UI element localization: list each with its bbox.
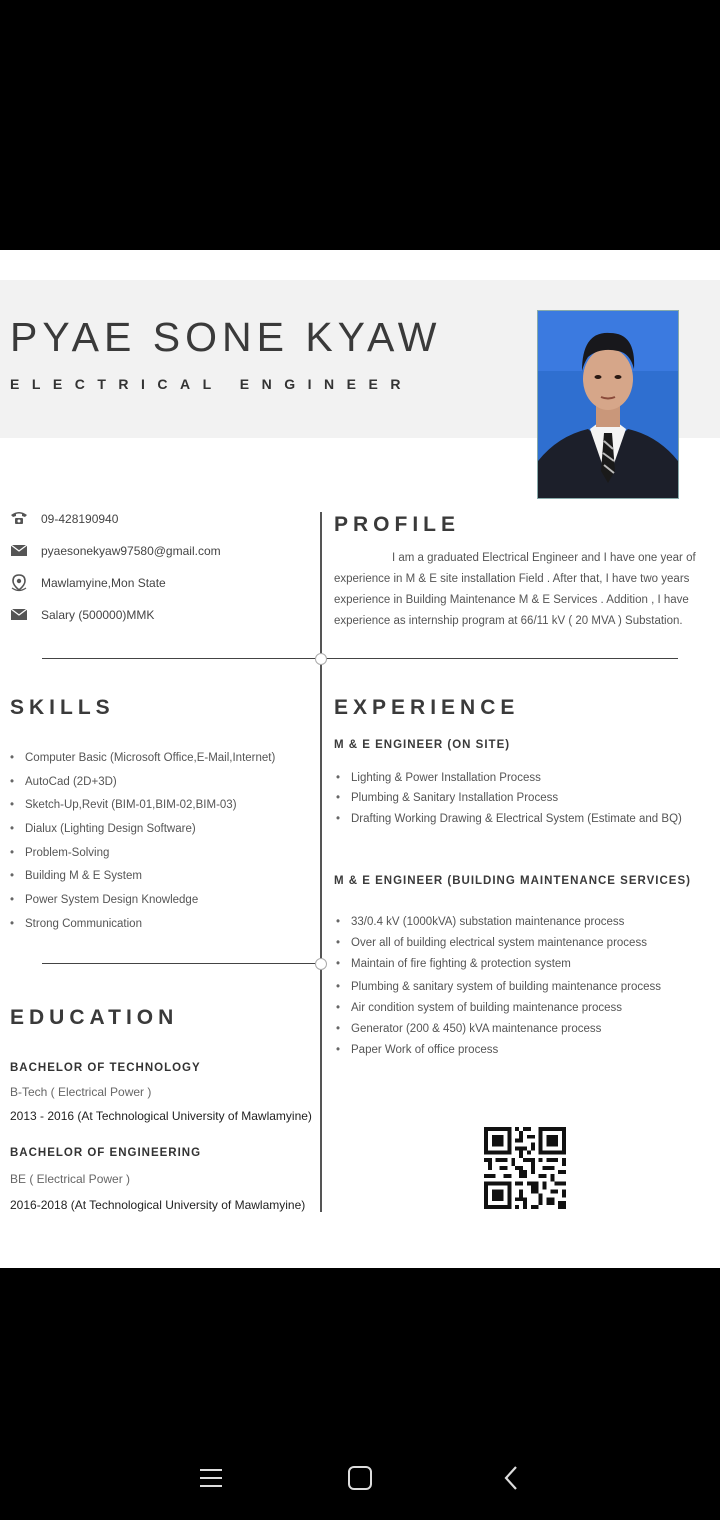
list-item: • Over all of building electrical system maintenance process — [336, 937, 661, 958]
list-item: • Building M & E System — [10, 870, 275, 894]
job-maintenance-duties — [336, 916, 661, 1065]
list-item: • Power System Design Knowledge — [10, 894, 275, 918]
phone-icon — [10, 510, 28, 526]
back-button[interactable] — [492, 1458, 532, 1498]
list-item: • 33/0.4 kV (1000kVA) substation maintenance process — [336, 916, 661, 937]
column-divider — [320, 512, 322, 1212]
list-item: • Air condition system of building maintenance process — [336, 1002, 661, 1023]
contact-salary — [10, 604, 310, 636]
contact-phone — [10, 508, 310, 540]
contact-location — [10, 572, 310, 604]
candidate-title: ELECTRICAL ENGINEER — [10, 376, 413, 392]
edu-field-1: B-Tech ( Electrical Power ) — [10, 1085, 152, 1099]
job-title-maintenance: M & E ENGINEER (BUILDING MAINTENANCE SERVICES) — [334, 875, 691, 887]
location-text: Mawlamyine,Mon State — [41, 576, 166, 590]
system-nav-bar — [0, 1268, 720, 1520]
profile-heading: PROFILE — [334, 513, 461, 536]
education-heading: EDUCATION — [10, 1006, 179, 1029]
resume-document — [0, 250, 720, 1268]
menu-icon — [190, 1458, 230, 1498]
list-item: • Strong Communication — [10, 918, 275, 942]
experience-heading: EXPERIENCE — [334, 696, 520, 719]
list-item: • Maintain of fire fighting & protection system — [336, 958, 661, 979]
contact-email — [10, 540, 310, 572]
phone-number[interactable]: 09-428190940 — [41, 512, 119, 526]
profile-paragraph: I am a graduated Electrical Engineer and I have one year of experience in M & E site installation Field . After that, I have two years experience in Building Maintenance M & E Services . Addition , I have experience as internship program at 66/11 kV ( 20 MVA ) Substation. — [334, 552, 696, 627]
menu-button[interactable] — [190, 1458, 230, 1498]
salary-text: Salary (500000)MMK — [41, 608, 155, 622]
list-item: • Sketch-Up,Revit (BIM-01,BIM-02,BIM-03) — [10, 799, 275, 823]
mail-icon — [10, 542, 28, 558]
list-item: • Problem-Solving — [10, 847, 275, 871]
contact-list — [10, 508, 310, 636]
list-item: • Dialux (Lighting Design Software) — [10, 823, 275, 847]
home-button[interactable] — [340, 1458, 380, 1498]
list-item: • Lighting & Power Installation Process — [336, 772, 682, 792]
skills-list — [10, 752, 275, 942]
edu-degree-2: BACHELOR OF ENGINEERING — [10, 1147, 202, 1159]
divider-node-1 — [315, 653, 327, 665]
location-pin-icon — [10, 574, 28, 590]
divider-node-2 — [315, 958, 327, 970]
list-item: • Plumbing & sanitary system of building maintenance process — [336, 981, 661, 1002]
edu-field-2: BE ( Electrical Power ) — [10, 1172, 131, 1186]
list-item: • Paper Work of office process — [336, 1044, 661, 1065]
list-item: • AutoCad (2D+3D) — [10, 776, 275, 800]
back-chevron-icon — [492, 1458, 532, 1498]
profile-summary — [334, 548, 714, 632]
job-onsite-duties — [336, 772, 682, 833]
list-item: • Plumbing & Sanitary Installation Process — [336, 792, 682, 812]
skills-heading: SKILLS — [10, 696, 115, 719]
edu-years-1: 2013 - 2016 (At Technological University of Mawlamyine) — [10, 1109, 312, 1123]
edu-years-2: 2016-2018 (At Technological University of Mawlamyine) — [10, 1198, 306, 1212]
profile-photo — [537, 310, 679, 499]
email-address[interactable]: pyaesonekyaw97580@gmail.com — [41, 544, 221, 558]
edu-degree-1: BACHELOR OF TECHNOLOGY — [10, 1062, 201, 1074]
list-item: • Drafting Working Drawing & Electrical System (Estimate and BQ) — [336, 813, 682, 833]
qr-code-icon — [484, 1127, 566, 1209]
list-item: • Generator (200 & 450) kVA maintenance process — [336, 1023, 661, 1044]
home-square-icon — [340, 1458, 380, 1498]
section-divider-2 — [42, 963, 318, 964]
candidate-name: PYAE SONE KYAW — [10, 314, 442, 360]
section-divider-1 — [42, 658, 678, 659]
job-title-onsite: M & E ENGINEER (ON SITE) — [334, 739, 511, 751]
mail-icon — [10, 606, 28, 622]
list-item: • Computer Basic (Microsoft Office,E-Mail,Internet) — [10, 752, 275, 776]
